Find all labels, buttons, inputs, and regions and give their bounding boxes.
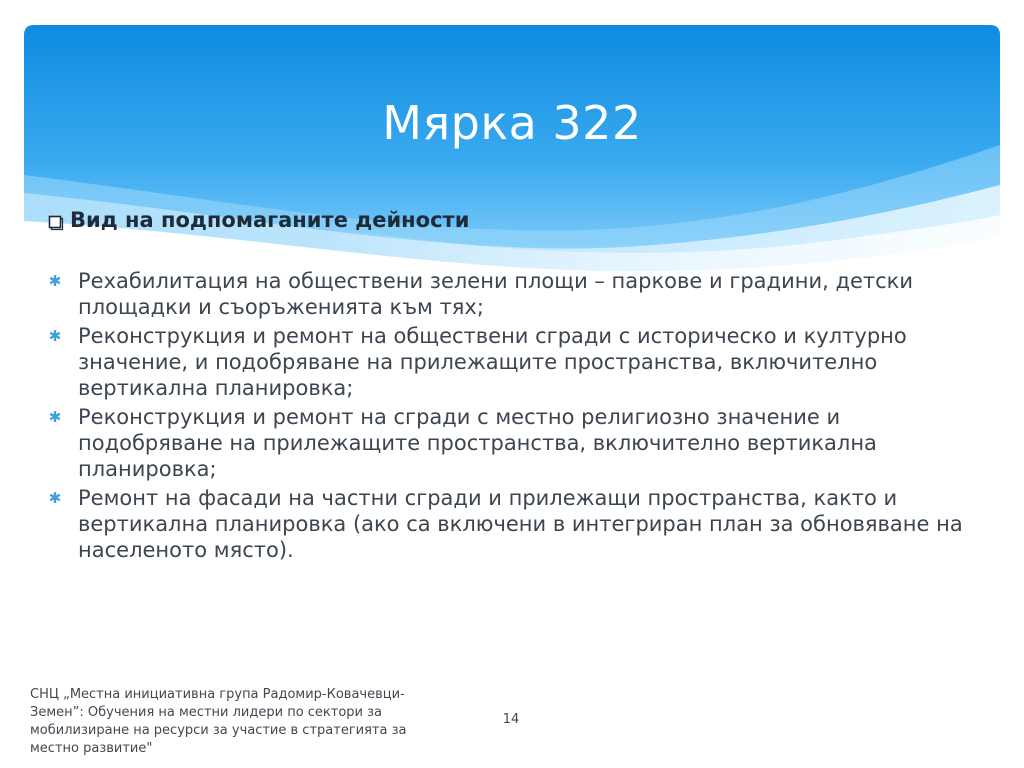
asterisk-icon: ✱ (48, 272, 62, 290)
list-item (48, 323, 978, 401)
asterisk-icon: ✱ (48, 327, 62, 345)
list-item (48, 404, 978, 482)
asterisk-icon: ✱ (48, 408, 62, 426)
page-number: 14 (502, 712, 520, 727)
list-item-text: Реконструкция и ремонт на сгради с местно религиозно значение и подобряване на прилежащите пространства, включително вертикална планировка; (78, 405, 877, 481)
asterisk-icon: ✱ (48, 489, 62, 507)
title-banner (24, 25, 1000, 275)
slide-title: Мярка 322 (382, 96, 642, 150)
list-item-text: Рехабилитация на обществени зелени площи – паркове и градини, детски площадки и съоръженията към тях; (78, 269, 913, 319)
list-item (48, 268, 978, 320)
bullet-list (48, 268, 978, 566)
section-heading (48, 208, 469, 232)
checkbox-square-icon (48, 212, 64, 228)
footer-text: СНЦ „Местна инициативна група Радомир-Ковачевци-Земен”: Обучения на местни лидери по сектори за мобилизиране на ресурси за участие в стратегията за местно развитие" (30, 687, 407, 756)
list-item (48, 485, 978, 563)
list-item-text: Реконструкция и ремонт на обществени сгради с историческо и културно значение, и подобряване на прилежащите пространства, включително вертикална планировка; (78, 324, 907, 400)
section-heading-text: Вид на подпомаганите дейности (70, 208, 470, 232)
list-item-text: Ремонт на фасади на частни сгради и прилежащи пространства, както и вертикална планировка (ако са включени в интегриран план за обновяване на населеното място). (78, 486, 963, 562)
